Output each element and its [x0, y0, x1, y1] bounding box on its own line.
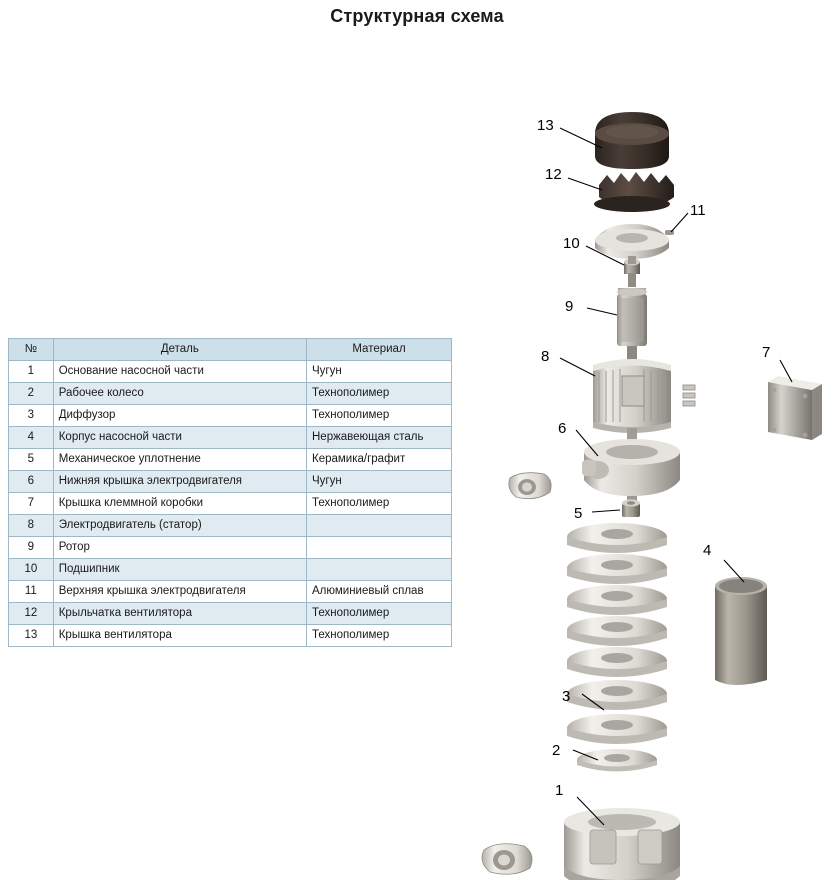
part-11-upper-motor-cover [595, 224, 674, 259]
pump-exploded-svg [452, 60, 834, 880]
cell-number: 8 [9, 515, 54, 537]
cell-number: 13 [9, 625, 54, 647]
page-title: Структурная схема [330, 6, 504, 26]
cell-part: Верхняя крышка электродвигателя [53, 581, 306, 603]
callout-5: 5 [574, 505, 583, 522]
terminal-pins [683, 385, 695, 406]
callout-7: 7 [762, 344, 771, 361]
table-row [9, 603, 452, 625]
table-row [9, 361, 452, 383]
part-5-mechanical-seal [622, 499, 640, 517]
cell-material: Чугун [307, 471, 452, 493]
callout-9: 9 [565, 298, 574, 315]
cell-part: Механическое уплотнение [53, 449, 306, 471]
leader-9 [587, 308, 617, 315]
callout-12: 12 [545, 166, 562, 183]
cell-number: 5 [9, 449, 54, 471]
table-row [9, 581, 452, 603]
callout-10: 10 [563, 235, 580, 252]
callout-8: 8 [541, 348, 550, 365]
cell-part: Подшипник [53, 559, 306, 581]
table-row [9, 515, 452, 537]
column-header-part: Деталь [53, 339, 306, 361]
exploded-view-diagram [452, 60, 834, 880]
part-6-lower-motor-cover [582, 428, 680, 508]
cell-material: Технополимер [307, 383, 452, 405]
cell-number: 12 [9, 603, 54, 625]
table-row [9, 427, 452, 449]
cell-material: Технополимер [307, 625, 452, 647]
cell-number: 2 [9, 383, 54, 405]
table-header [9, 339, 452, 361]
part-7-terminal-box-cover [768, 376, 822, 440]
leader-11 [671, 213, 688, 232]
part-13-fan-cover [595, 112, 669, 169]
cell-material: Технополимер [307, 493, 452, 515]
table-row [9, 625, 452, 647]
cell-material: Технополимер [307, 603, 452, 625]
cell-number: 7 [9, 493, 54, 515]
table-row [9, 493, 452, 515]
table-row [9, 471, 452, 493]
cell-material: Нержавеющая сталь [307, 427, 452, 449]
leader-12 [568, 178, 602, 190]
part-flange-upper [509, 473, 551, 499]
part-4-pump-casing [715, 577, 767, 685]
cell-number: 6 [9, 471, 54, 493]
cell-number: 11 [9, 581, 54, 603]
part-2-impeller [577, 749, 657, 772]
callout-1: 1 [555, 782, 564, 799]
cell-part: Крыльчатка вентилятора [53, 603, 306, 625]
cell-part: Крышка клеммной коробки [53, 493, 306, 515]
cell-material: Технополимер [307, 405, 452, 427]
part-3-diffusers-stack [567, 523, 667, 744]
cell-material: Алюминиевый сплав [307, 581, 452, 603]
cell-material [307, 515, 452, 537]
part-12-fan-impeller [594, 172, 674, 212]
column-header-material: Материал [307, 339, 452, 361]
cell-number: 3 [9, 405, 54, 427]
cell-number: 1 [9, 361, 54, 383]
table-row [9, 537, 452, 559]
table-row [9, 449, 452, 471]
cell-part: Корпус насосной части [53, 427, 306, 449]
cell-number: 9 [9, 537, 54, 559]
cell-part: Крышка вентилятора [53, 625, 306, 647]
column-header-number: № [9, 339, 54, 361]
cell-material: Керамика/графит [307, 449, 452, 471]
cell-material [307, 559, 452, 581]
cell-part: Диффузор [53, 405, 306, 427]
cell-part: Основание насосной части [53, 361, 306, 383]
leader-5 [592, 510, 620, 512]
callout-3: 3 [562, 688, 571, 705]
table-row [9, 405, 452, 427]
callout-11: 11 [690, 202, 706, 219]
cell-material: Чугун [307, 361, 452, 383]
parts-table [8, 338, 452, 647]
part-flange-lower [482, 844, 532, 875]
table-body [9, 361, 452, 647]
callout-13: 13 [537, 117, 554, 134]
cell-part: Рабочее колесо [53, 383, 306, 405]
cell-number: 10 [9, 559, 54, 581]
table-row [9, 559, 452, 581]
callout-2: 2 [552, 742, 561, 759]
table-row [9, 383, 452, 405]
leader-8 [560, 358, 595, 376]
cell-part: Электродвигатель (статор) [53, 515, 306, 537]
cell-material [307, 537, 452, 559]
part-9-rotor [617, 273, 647, 360]
table-header-row [9, 339, 452, 361]
part-8-stator-motor [593, 359, 695, 433]
callout-4: 4 [703, 542, 712, 559]
callout-6: 6 [558, 420, 567, 437]
cell-part: Нижняя крышка электродвигателя [53, 471, 306, 493]
part-1-pump-base [564, 808, 680, 880]
cell-part: Ротор [53, 537, 306, 559]
cell-number: 4 [9, 427, 54, 449]
